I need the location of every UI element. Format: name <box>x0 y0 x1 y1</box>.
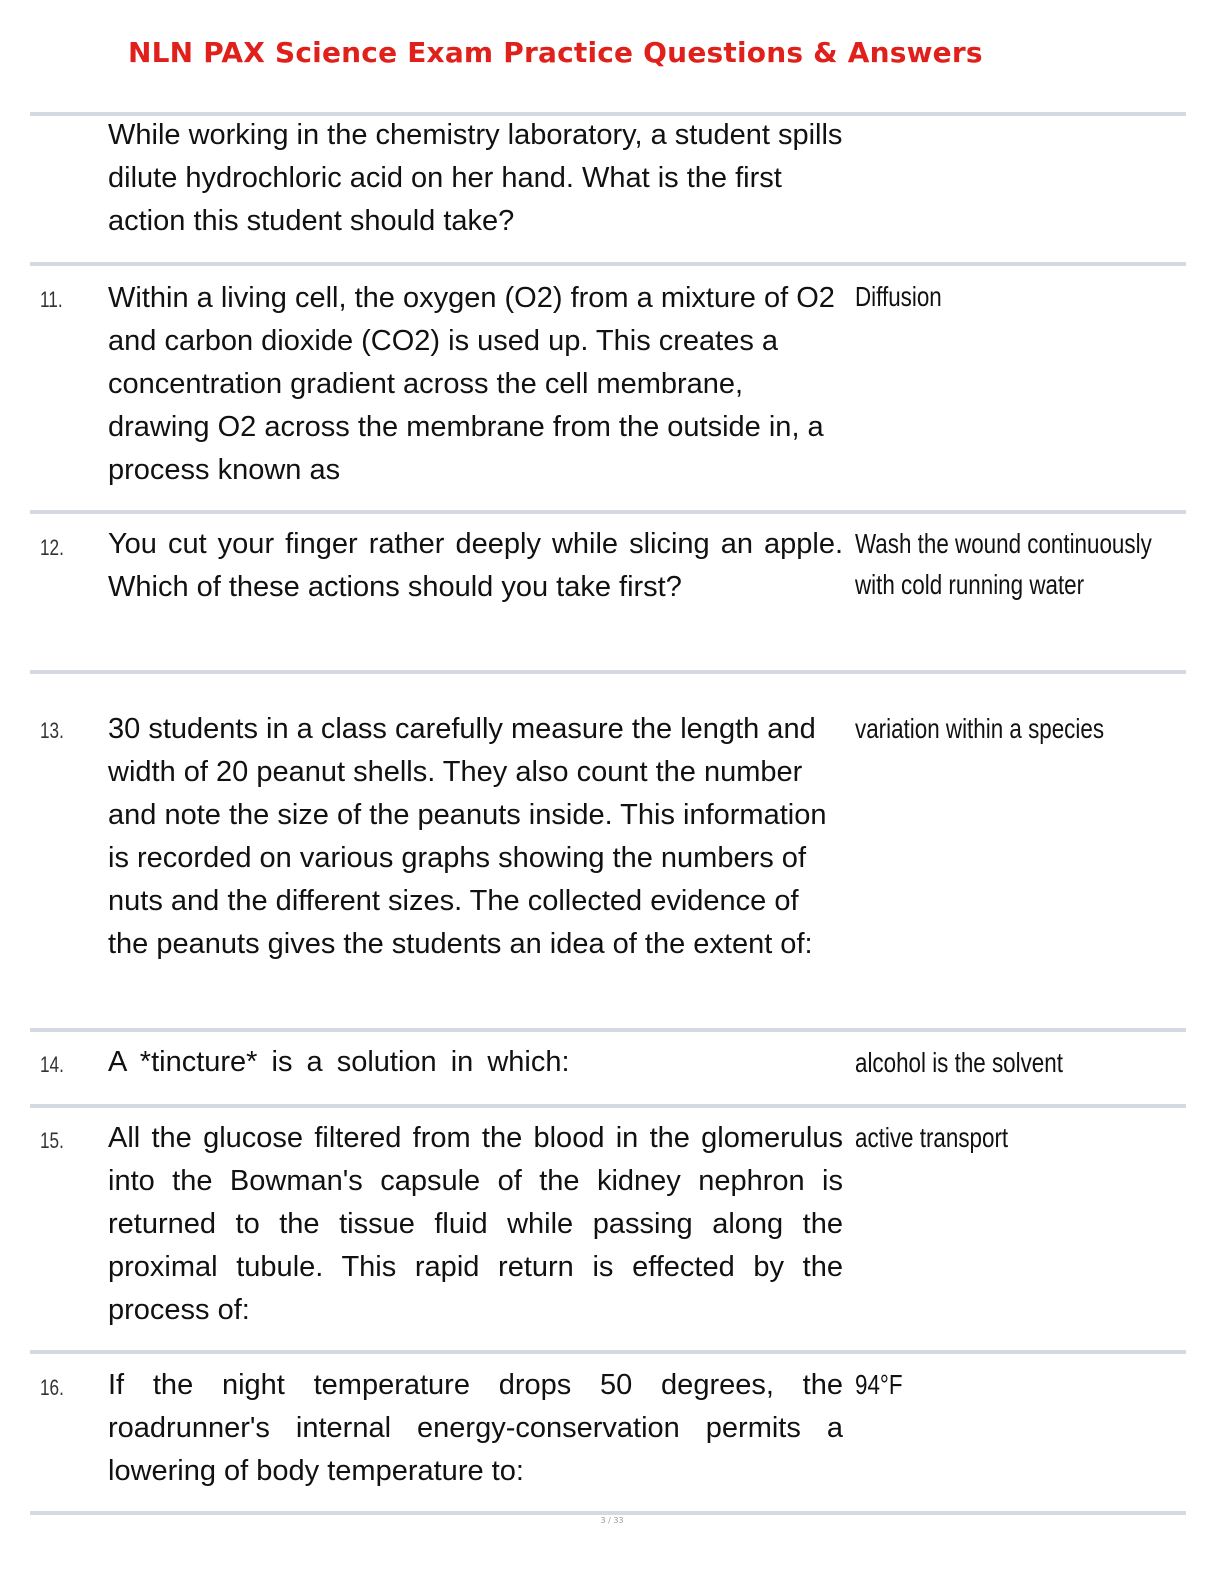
question-number: 16. <box>40 1375 64 1400</box>
question-text: A *tincture* is a solution in which: <box>108 1046 570 1078</box>
question-text: If the night temperature drops 50 degrees, the roadrunner's internal energy-conservation permits a lowering of body temperature to: <box>108 1369 843 1487</box>
divider <box>30 1028 1186 1032</box>
divider <box>30 1350 1186 1354</box>
question-number: 11. <box>40 287 63 312</box>
question-number: 15. <box>40 1128 64 1153</box>
question-number: 13. <box>40 718 64 743</box>
divider <box>30 670 1186 674</box>
answer-text: 94°F <box>855 1369 903 1400</box>
answer-text: alcohol is the solvent <box>855 1047 1063 1078</box>
question-text: While working in the chemistry laboratory, a student spills dilute hydrochloric acid on her hand. What is the first action this student should take? <box>108 119 843 237</box>
question-text: Within a living cell, the oxygen (O2) from a mixture of O2 and carbon dioxide (CO2) is used up. This creates a concentration gradient across the cell membrane, drawing O2 across the membrane from the outside in, a process known as <box>108 282 835 486</box>
page-title: NLN PAX Science Exam Practice Questions & Answers <box>128 36 983 69</box>
divider <box>30 1104 1186 1108</box>
page-number: 3 / 33 <box>600 1516 624 1525</box>
answer-text: Wash the wound continuously with cold running water <box>855 528 1152 600</box>
question-text: All the glucose filtered from the blood in the glomerulus into the Bowman's capsule of the kidney nephron is returned to the tissue fluid while passing along the proximal tubule. This rapid return is effected by the process of: <box>108 1122 843 1326</box>
answer-text: variation within a species <box>855 713 1105 744</box>
question-text: 30 students in a class carefully measure the length and width of 20 peanut shells. They also count the number and note the size of the peanuts inside. This information is recorded on various graphs showing the numbers of nuts and the different sizes. The collected evidence of the peanuts gives the students an idea of the extent of: <box>108 713 827 960</box>
question-number: 12. <box>40 535 64 560</box>
answer-text: Diffusion <box>855 281 942 312</box>
divider <box>30 1511 1186 1515</box>
divider <box>30 262 1186 266</box>
question-number: 14. <box>40 1052 64 1077</box>
question-text: You cut your finger rather deeply while slicing an apple. Which of these actions should you take first? <box>108 528 843 603</box>
divider <box>30 510 1186 514</box>
answer-text: active transport <box>855 1122 1009 1153</box>
